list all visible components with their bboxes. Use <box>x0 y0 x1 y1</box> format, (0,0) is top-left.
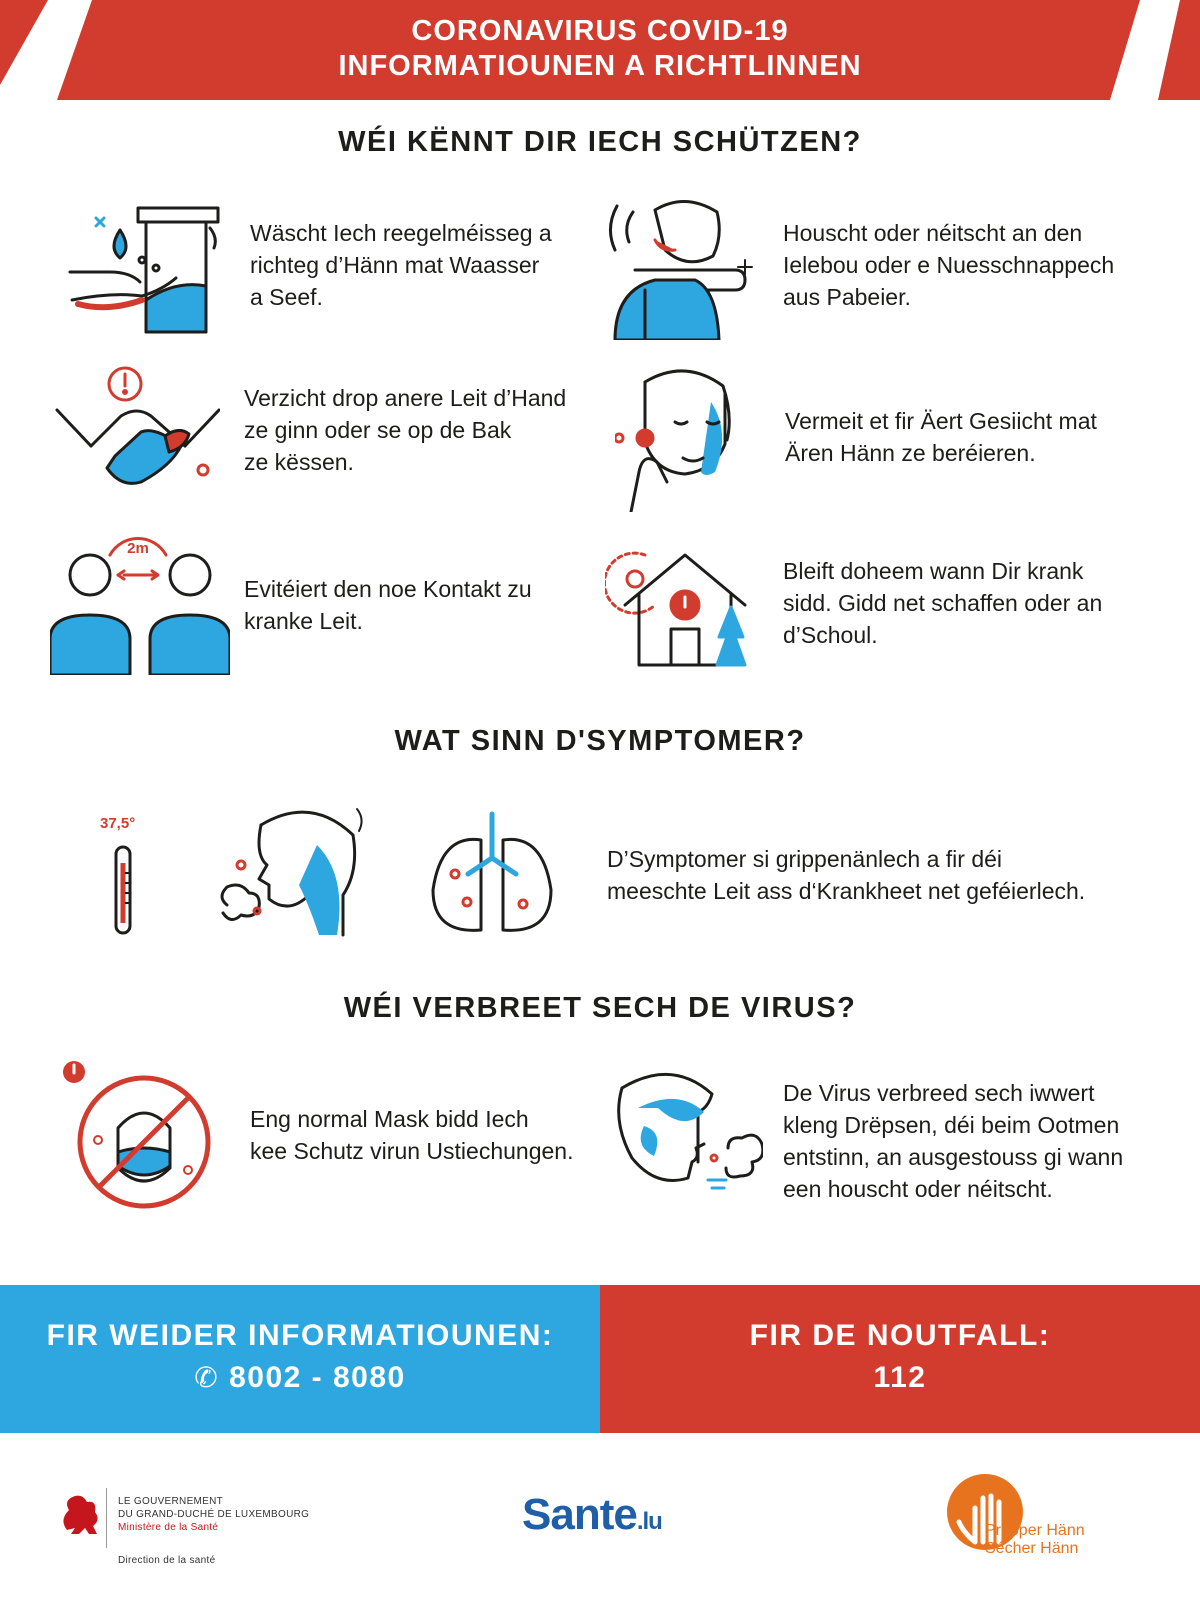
elbow-cough-icon <box>605 190 755 340</box>
banner-title-line2: INFORMATIOUNEN A RICHTLINNEN <box>338 50 862 82</box>
spread-item-text <box>783 1077 1123 1205</box>
emergency-panel <box>600 1285 1200 1433</box>
protect-item-elbow-cough <box>605 190 1114 340</box>
no-mask-icon <box>62 1060 222 1210</box>
protect-item-stay-home <box>605 535 1102 670</box>
face-touch-icon <box>615 362 745 512</box>
handshake-icon <box>55 360 220 500</box>
text-line: Ielebou oder e Nuesschnappech <box>783 252 1115 278</box>
protect-item-distance <box>50 535 532 675</box>
text-line: Evitéiert den noe Kontakt zu <box>244 576 532 602</box>
text-line: kranke Leit. <box>244 608 363 634</box>
lion-logo-icon <box>55 1490 101 1540</box>
text-line: Bleift doheem wann Dir krank <box>783 557 1084 584</box>
sante-suffix: .lu <box>636 1508 662 1535</box>
gov-direction: Direction de la santé <box>118 1555 216 1566</box>
droplets-icon <box>598 1068 763 1213</box>
info-label: FIR WEIDER INFORMATIOUNEN: <box>46 1319 554 1352</box>
phone-icon: ✆ <box>194 1362 220 1393</box>
distance-label: 2m <box>127 540 149 557</box>
protect-item-handwash <box>60 190 552 340</box>
sante-logo <box>522 1490 662 1540</box>
text-line: ze këssen. <box>244 449 354 475</box>
text-line: Wäscht Iech reegelméisseg a <box>250 220 552 246</box>
protect-item-handshake <box>55 360 566 500</box>
text-line: kee Schutz virun Ustiechungen. <box>250 1138 574 1164</box>
protect-item-text <box>785 405 1097 469</box>
protect-item-text <box>250 217 552 313</box>
thermometer-block <box>100 815 155 935</box>
protect-item-text <box>244 573 532 637</box>
text-line: d’Schoul. <box>783 621 878 648</box>
text-line: sidd. Gidd net schaffen oder an <box>783 589 1103 616</box>
header-banner <box>0 0 1200 100</box>
lungs-icon <box>427 810 557 940</box>
spread-item-droplets <box>598 1068 1123 1213</box>
text-line: een houscht oder néitscht. <box>783 1175 1053 1202</box>
protect-item-text <box>783 217 1114 313</box>
symptoms-row <box>100 805 1085 945</box>
protect-item-text <box>244 382 566 478</box>
info-phone-row <box>0 1361 600 1395</box>
text-line: richteg d’Hänn mat Waasser <box>250 252 540 278</box>
gov-line: LE GOUVERNEMENT <box>118 1496 224 1507</box>
banner-title-line1: CORONAVIRUS COVID-19 <box>411 15 789 47</box>
text-line: D’Symptomer si grippenänlech a fir déi <box>607 846 1003 872</box>
info-panel <box>0 1285 600 1433</box>
text-line: Verzicht drop anere Leit d’Hand <box>244 385 567 411</box>
cough-icon <box>217 805 367 945</box>
text-line: Eng normal Mask bidd Iech <box>250 1106 529 1132</box>
logo-divider <box>106 1488 107 1548</box>
emergency-number[interactable]: 112 <box>873 1361 927 1394</box>
distance-icon <box>50 535 230 675</box>
text-line: Vermeit et fir Äert Gesiicht mat <box>785 408 1097 434</box>
sante-main: Sante <box>522 1490 637 1539</box>
handwash-icon <box>60 190 220 340</box>
thermometer-icon <box>108 843 138 938</box>
text-line: aus Pabeier. <box>783 284 911 310</box>
proper-haenn-text <box>985 1522 1085 1558</box>
text-line: ze ginn oder se op de Bak <box>244 417 512 443</box>
text-line: De Virus verbreed sech iwwert <box>783 1079 1095 1106</box>
spread-item-mask <box>62 1060 573 1210</box>
spread-heading: WÉI VERBREET SECH DE VIRUS? <box>343 992 857 1024</box>
stay-home-icon <box>605 535 755 670</box>
proper-line: Propper Hänn <box>985 1522 1085 1539</box>
protect-heading: WÉI KËNNT DIR IECH SCHÜTZEN? <box>338 126 862 158</box>
temperature-label: 37,5° <box>100 815 136 832</box>
text-line: kleng Drëpsen, déi beim Ootmen <box>783 1111 1120 1138</box>
info-phone[interactable]: 8002 - 8080 <box>229 1361 406 1394</box>
logos-row <box>0 1440 1200 1600</box>
protect-item-face-touch <box>615 362 1097 512</box>
gov-ministry: Ministère de la Santé <box>118 1522 219 1533</box>
banner-title <box>0 14 1200 84</box>
text-line: Ären Hänn ze beréieren. <box>785 440 1036 466</box>
text-line: Houscht oder néitscht an den <box>783 220 1083 246</box>
text-line: entstinn, an ausgestouss gi wann <box>783 1143 1124 1170</box>
text-line: a Seef. <box>250 284 323 310</box>
spread-item-text <box>250 1103 573 1167</box>
gov-text <box>118 1495 309 1534</box>
proper-line: Sécher Hänn <box>985 1540 1079 1557</box>
symptoms-heading: WAT SINN D'SYMPTOMER? <box>394 725 806 757</box>
symptoms-text <box>607 843 1085 907</box>
emergency-label: FIR DE NOUTFALL: <box>749 1319 1051 1352</box>
text-line: meeschte Leit ass d‘Krankheet net geféierlech. <box>607 878 1086 904</box>
protect-item-text <box>783 555 1102 651</box>
gov-line: DU GRAND-DUCHÉ DE LUXEMBOURG <box>118 1509 310 1520</box>
